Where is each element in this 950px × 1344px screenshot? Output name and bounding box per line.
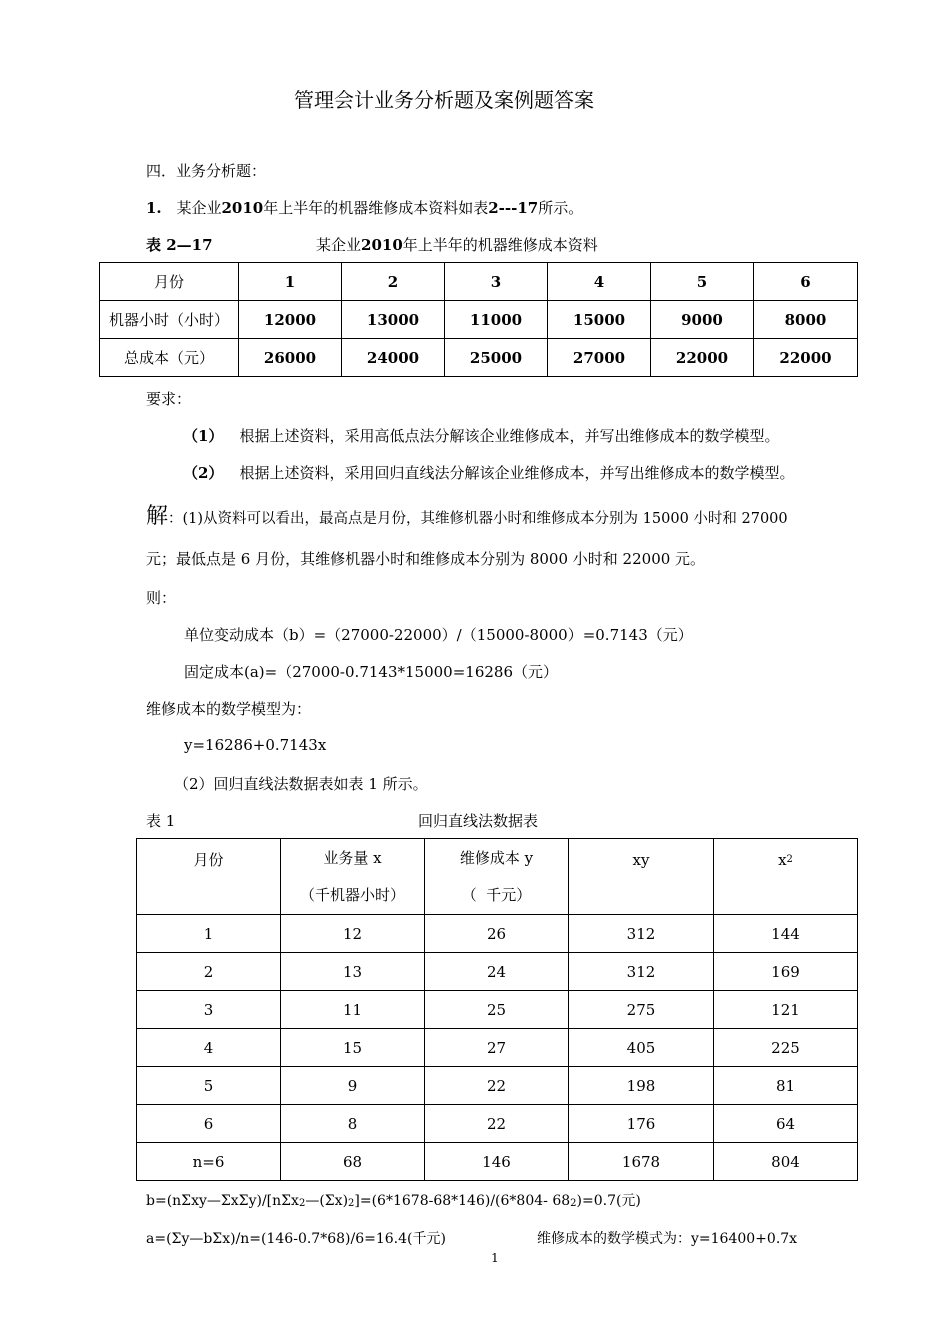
table1-header-cell: 6 xyxy=(754,263,858,301)
table2-label: 表 1 xyxy=(146,812,176,830)
answer-line-2: 元；最低点是 6 月份，其维修机器小时和维修成本分别为 8000 小时和 22000 元。 xyxy=(146,550,706,568)
question-number: 1. xyxy=(146,199,162,217)
table1-header-cell: 1 xyxy=(239,263,342,301)
table1-row-label: 总成本（元） xyxy=(100,339,239,377)
header-x2-base: x xyxy=(778,851,787,869)
table1-header-cell: 5 xyxy=(651,263,754,301)
page-number: 1 xyxy=(491,1251,499,1265)
table-cell: 405 xyxy=(569,1029,714,1067)
table-cell: 121 xyxy=(714,991,858,1029)
table-cell: 5 xyxy=(137,1067,281,1105)
table-cell: 25 xyxy=(425,991,569,1029)
table-cell: 198 xyxy=(569,1067,714,1105)
formula-b-part: ]=(6*1678-68*146)/(6*804- 68 xyxy=(354,1193,571,1209)
table1-header-cell: 月份 xyxy=(100,263,239,301)
table-cell: 13000 xyxy=(342,301,445,339)
answer-text: ：(1)从资料可以看出，最高点是月份，其维修机器小时和维修成本分别为 15000 小时和 27000 xyxy=(168,511,788,527)
table2-header-x2 xyxy=(714,839,858,915)
header-y-line2: （ 千元） xyxy=(461,886,532,904)
table-row xyxy=(137,1067,858,1105)
table1-caption xyxy=(316,234,598,255)
table1-caption-b: 年上半年的机器维修成本资料 xyxy=(402,236,598,254)
table-cell: 27 xyxy=(425,1029,569,1067)
table-cell: 22000 xyxy=(651,339,754,377)
table-row xyxy=(137,953,858,991)
question-table-ref: 2---17 xyxy=(488,199,539,217)
table-cell: 25000 xyxy=(445,339,548,377)
formula-b xyxy=(146,1190,641,1210)
table-cell: 27000 xyxy=(548,339,651,377)
section-heading: 四．业务分析题： xyxy=(146,162,267,180)
header-y-line1: 维修成本 y xyxy=(459,849,534,867)
table-cell: 169 xyxy=(714,953,858,991)
table-row xyxy=(137,1029,858,1067)
table-cell: 6 xyxy=(137,1105,281,1143)
formula-b-sub: 2 xyxy=(348,1198,355,1209)
table1-label: 表 2—17 xyxy=(146,236,213,254)
final-model: 维修成本的数学模式为：y=16400+0.7x xyxy=(537,1231,798,1247)
table-cell: 1678 xyxy=(569,1143,714,1181)
table-row xyxy=(137,1105,858,1143)
header-x-line2: （千机器小时） xyxy=(299,886,405,904)
requirement-number: （2） xyxy=(183,464,224,482)
table-cell: 312 xyxy=(569,953,714,991)
table1-header-cell: 2 xyxy=(342,263,445,301)
fixed-cost: 固定成本(a)=（27000-0.7143*15000=16286（元） xyxy=(184,663,558,681)
table-cell: 1 xyxy=(137,915,281,953)
table-cell: 9 xyxy=(281,1067,425,1105)
header-x2-exp: 2 xyxy=(786,854,793,865)
table-cell: 804 xyxy=(714,1143,858,1181)
table1-row-label: 机器小时（小时） xyxy=(100,301,239,339)
table2-header-x xyxy=(281,839,425,915)
table-cell: 275 xyxy=(569,991,714,1029)
table-cell: 225 xyxy=(714,1029,858,1067)
header-x-line1: 业务量 x xyxy=(323,849,382,867)
table-cell: 26000 xyxy=(239,339,342,377)
requirement-text: 根据上述资料，采用回归直线法分解该企业维修成本，并写出维修成本的数学模型。 xyxy=(239,464,795,482)
maintenance-cost-table xyxy=(99,262,858,377)
table-cell: 24 xyxy=(425,953,569,991)
question-1 xyxy=(146,197,583,218)
table-total-row xyxy=(137,1143,858,1181)
table-cell: 3 xyxy=(137,991,281,1029)
document-title: 管理会计业务分析题及案例题答案 xyxy=(294,88,594,112)
table-cell: 68 xyxy=(281,1143,425,1181)
table2-header-y xyxy=(425,839,569,915)
formula-b-part: )=0.7(元) xyxy=(576,1193,641,1209)
table1-header-cell: 3 xyxy=(445,263,548,301)
table-cell: 22 xyxy=(425,1067,569,1105)
table-cell: 146 xyxy=(425,1143,569,1181)
table-cell: 11 xyxy=(281,991,425,1029)
table1-caption-a: 某企业 xyxy=(316,236,362,254)
formula-b-part: b=(nΣxy—ΣxΣy)/[nΣx xyxy=(146,1193,299,1209)
unit-variable-cost: 单位变动成本（b）=（27000-22000）/（15000-8000）=0.7143（元） xyxy=(184,626,693,644)
question-text-b: 年上半年的机器维修成本资料如表 xyxy=(263,199,489,217)
requirement-2 xyxy=(183,462,794,483)
table-cell: 8000 xyxy=(754,301,858,339)
requirements-label: 要求： xyxy=(146,390,192,408)
question-text-a: 某企业 xyxy=(176,199,222,217)
table-cell: 81 xyxy=(714,1067,858,1105)
formula-b-part: —(Σx) xyxy=(305,1193,349,1209)
table-row xyxy=(100,301,858,339)
table-row xyxy=(100,339,858,377)
table-cell: n=6 xyxy=(137,1143,281,1181)
answer-label: 解 xyxy=(146,504,169,529)
table-cell: 8 xyxy=(281,1105,425,1143)
table-cell: 13 xyxy=(281,953,425,991)
table2-caption: 回归直线法数据表 xyxy=(418,812,539,830)
table-cell: 15 xyxy=(281,1029,425,1067)
table1-caption-year: 2010 xyxy=(361,236,403,254)
table-cell: 22000 xyxy=(754,339,858,377)
table-cell: 24000 xyxy=(342,339,445,377)
part2-intro: （2）回归直线法数据表如表 1 所示。 xyxy=(174,775,428,793)
table-cell: 12 xyxy=(281,915,425,953)
answer-then: 则： xyxy=(146,589,177,607)
table-cell: 144 xyxy=(714,915,858,953)
question-year: 2010 xyxy=(221,199,264,217)
table-cell: 15000 xyxy=(548,301,651,339)
formula-b-sub: 2 xyxy=(298,1198,306,1209)
table2-header-xy: xy xyxy=(569,839,714,915)
formula-a: a=(Σy—bΣx)/n=(146-0.7*68)/6=16.4(千元) xyxy=(146,1231,446,1247)
table-cell: 176 xyxy=(569,1105,714,1143)
table-row xyxy=(137,915,858,953)
table-cell: 4 xyxy=(137,1029,281,1067)
answer-line-1 xyxy=(146,499,788,530)
table-cell: 11000 xyxy=(445,301,548,339)
model-label: 维修成本的数学模型为： xyxy=(146,700,312,718)
requirement-number: （1） xyxy=(183,427,224,445)
table1-header-cell: 4 xyxy=(548,263,651,301)
table-cell: 22 xyxy=(425,1105,569,1143)
table-cell: 312 xyxy=(569,915,714,953)
table-cell: 9000 xyxy=(651,301,754,339)
table2-header-row xyxy=(137,839,858,915)
table1-header-row xyxy=(100,263,858,301)
table-cell: 2 xyxy=(137,953,281,991)
formula-b-sub: 2 xyxy=(570,1198,577,1209)
table-row xyxy=(137,991,858,1029)
table-cell: 26 xyxy=(425,915,569,953)
table-cell: 12000 xyxy=(239,301,342,339)
requirement-text: 根据上述资料，采用高低点法分解该企业维修成本，并写出维修成本的数学模型。 xyxy=(239,427,780,445)
regression-data-table xyxy=(136,838,858,1181)
requirement-1 xyxy=(183,425,779,446)
cost-model: y=16286+0.7143x xyxy=(184,736,327,754)
table2-header-month: 月份 xyxy=(137,839,281,915)
table-cell: 64 xyxy=(714,1105,858,1143)
question-text-c: 所示。 xyxy=(538,199,584,217)
